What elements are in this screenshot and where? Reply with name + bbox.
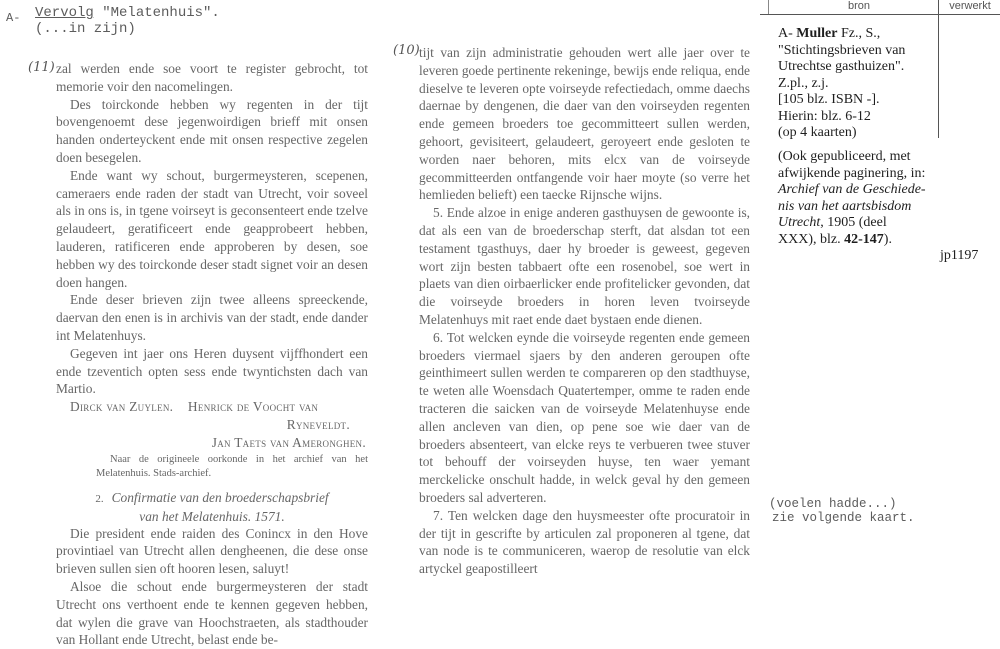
paragraph: Gegeven int jaer ons Heren duysent vijffhondert een ende tzeventich opten sess ende twyntichsten dach van Martio. — [56, 345, 368, 397]
journal-title-2: nis van het aartsbisdom — [778, 198, 912, 214]
text-column-right — [419, 44, 750, 578]
note-line — [778, 182, 978, 199]
title-rest: "Melatenhuis". — [93, 5, 220, 21]
entry-line: Hierin: blz. 6-12 — [778, 108, 871, 124]
card-id: jp1197 — [940, 248, 979, 263]
note-line: (Ook gepubliceerd, met — [778, 149, 911, 164]
paragraph: Ende want wy schout, burgermeysteren, scepenen, cameraers ende raden der stadt van Utrecht, voir soveel als in ons is, in tgene voirseyt is geconsenteert ende tzelve gelaudeert, geratificeert ende geapprobeert hebben, lauderen, ratificeren ende approberen by desen, soe hebben wy des toirckonde deser stadt signet voir an desen doen hangen. — [56, 167, 368, 290]
section-title-1: Confirmatie van den broederschapsbrief — [111, 489, 329, 505]
signature-line — [56, 398, 368, 416]
note-line — [778, 199, 978, 216]
entry-line: (op 4 kaarten) — [778, 125, 857, 140]
paragraph: zal werden ende soe voort te register gebrocht, tot memorie voir den nacomelingen. — [56, 61, 368, 94]
publication-note — [778, 149, 978, 248]
paragraph: 6. Tot welcken eynde die voirseyde regenten ende gemeen broeders viermael sjaers by den anderen geroupen ofte geinthimeert sullen werden te compareren op den stadthuyse, te weten alle Woensdach Quatertemper, omme te raden ende tracteren die saicken van de voirseyde Melatenhuyse ende allen ancleven van dien, op pene soe wie daer van de broeders absenteert, van elcke reys te verbueren twee stuver tot behouff der voirseyden huyse, ten waer yemant merckelicke onschult hadde, in welck geval hy den gemeen broeders sal adverteren. — [419, 329, 750, 505]
paragraph: Alsoe die schout ende burgermeysteren der stadt Utrecht ons verthoent ende te kennen gegeven hebben, dat wylen die grave van Hoochstraeten, als stadthouder van Hollant ende Utrecht, belast ende be- — [56, 578, 368, 648]
author-name: Muller — [796, 26, 838, 41]
entry-author-line — [778, 26, 936, 43]
page-subtitle: (...in zijn) — [35, 21, 136, 37]
note-pages: 42-147 — [844, 231, 884, 247]
section-heading — [56, 489, 368, 525]
entry-prefix: A- — [778, 26, 797, 41]
card-section-prefix: A- — [6, 11, 21, 25]
note-year: , 1905 (deel — [820, 215, 887, 230]
section-number: 2. — [95, 492, 104, 505]
source-note: Naar de origineele oorkonde in het archief van het Melatenhuis. Stads-archief. — [96, 453, 368, 479]
card-header-divider — [760, 14, 1000, 15]
continuation-reference: zie volgende kaart. — [772, 511, 915, 525]
column-header-bron: bron — [847, 0, 871, 12]
entry-line: Z.pl., z.j. — [778, 75, 829, 91]
signature-3: Jan Taets van Ameronghen. — [211, 434, 366, 450]
section-title-2: van het Melatenhuis. 1571. — [139, 508, 285, 524]
paragraph: tijt van zijn administratie gehouden wert alle jaer over te leveren goede pertinente rekeninge, bewijs ende reliqua, ende dieselve te leveren opte voirseyde refectiedach, omme daechs daernae by dengenen, die daer van den voirseyden regenten ende gemeen broeders toe gecommitteert sullen werden, gehoort, gevisiteert, gelaudeert, geroyeert ende gesloten te worden naer behoren, mits elcx van de voirseyde gecommitteerden ontfangende voir haer moyte (so verre het hemlieden belieft) een taecke Rijnsche wijns. — [419, 45, 750, 203]
bibliographic-entry — [778, 26, 936, 142]
note-pages-post: ). — [883, 231, 892, 247]
note-line: afwijkende paginering, in: — [778, 165, 926, 181]
page-margin-number: (10) — [393, 43, 420, 58]
text-column-left — [56, 60, 368, 649]
journal-title-3: Utrecht — [778, 215, 821, 230]
entry-line: [105 blz. ISBN -]. — [778, 92, 880, 107]
note-line — [778, 215, 978, 232]
paragraph: 5. Ende alzoe in enige anderen gasthuysen de gewoonte is, dat als een van de broederschap sterft, dat alsdan tot een testament tgasthuys, daer hy broeder is geweest, gegeven wort zijn besten tabbaert ofte een rosenobel, soe wert in plaets van dien oirbaerlicker ende profitelicker gevonden, dat die voirseyde broeders in horen leven tvoirseyde Melatenhuys mit raet ende daet bystaen ende dienen. — [419, 205, 750, 327]
continuation-note: (voelen hadde...) — [769, 497, 897, 511]
card-left-border — [768, 0, 769, 14]
paragraph: 7. Ten welcken dage den huysmeester ofte procuratoir in der tijt in gescrifte by articulen zal proponeren al tgene, dat van node is te communiceren, waerop de resolutie van elck artyckel geapostilleert — [419, 507, 750, 577]
note-pages-pre: XXX), blz. — [778, 231, 845, 247]
author-rest: Fz., S., — [837, 26, 881, 41]
paragraph: Des toirckonde hebben wy regenten in der tijt bovengenoemt dese jegenwoirdigen brieff mit onsen handen onderteyckent ende mit onsen respective zegelen doen besegelen. — [56, 96, 368, 165]
note-line — [778, 232, 978, 249]
paragraph: Ende deser brieven zijn twee alleens spreeckende, daervan den enen is in archivis van der stadt, ende dander int Melatenhuys. — [56, 292, 368, 343]
signature-1: Dirck van Zuylen. — [70, 399, 174, 415]
paragraph: Die president ende raiden des Conincx in den Hove provintiael van Utrecht allen dengheenen, die dese onse brieven sullen sien oft hooren lesen, saluyt! — [56, 525, 368, 577]
title-underlined: Vervolg — [35, 5, 94, 21]
signature-2: Henrick de Voocht van — [187, 399, 319, 415]
journal-title-1: Archief van de Geschiede- — [778, 182, 926, 197]
page-title — [35, 6, 220, 21]
page-margin-number: (11) — [28, 60, 55, 75]
entry-line: Utrechtse gasthuizen". — [778, 59, 905, 74]
card-column-divider — [938, 0, 939, 138]
column-header-verwerkt: verwerkt — [949, 0, 991, 12]
signature-2-cont: Ryneveldt. — [286, 416, 350, 432]
entry-line: "Stichtingsbrieven van — [778, 42, 906, 58]
